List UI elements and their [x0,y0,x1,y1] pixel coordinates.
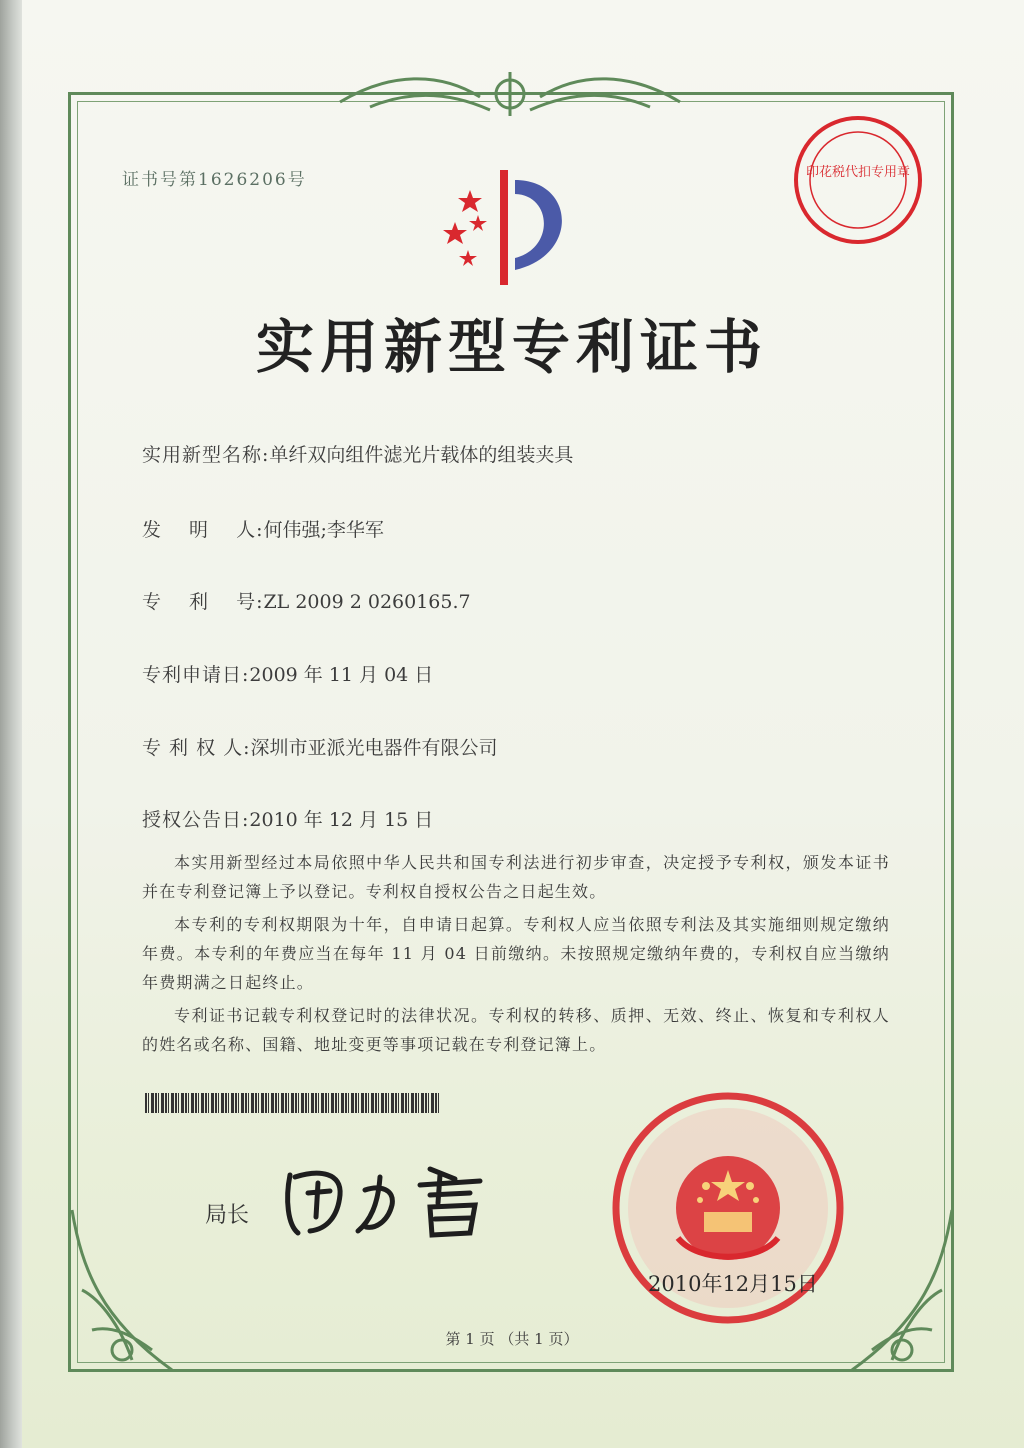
field-label: 专 利 权 人: [142,737,251,759]
certificate-number: 证书号第1626206号 [122,170,307,190]
director-label: 局长 [205,1203,250,1228]
body-paragraph: 专利证书记载专利权登记时的法律状况。专利权的转移、质押、无效、终止、恢复和专利权人的姓名或名称、国籍、地址变更等事项记载在专利登记簿上。 [142,1006,890,1054]
field-value: 单纤双向组件滤光片载体的组装夹具 [269,444,574,466]
field-row [142,805,433,832]
seal-date: 2010年12月15日 [648,1272,818,1296]
barcode [145,1093,441,1113]
bottom-left-ornament-icon [62,1200,202,1380]
field-row [142,515,384,542]
certificate-body-text [142,848,890,1063]
field-label: 实用新型名称: [142,444,270,466]
field-label: 授权公告日: [142,809,250,831]
page-footer: 第 1 页 （共 1 页） [445,1330,579,1348]
page-title: 实用新型专利证书 [255,313,768,381]
field-row [142,440,573,467]
field-value: 2009 年 11 月 04 日 [249,664,434,686]
field-value: ZL 2009 2 0260165.7 [263,591,471,613]
body-paragraph: 本专利的专利权期限为十年，自申请日起算。专利权人应当依照专利法及其实施细则规定缴纳年费。本专利的年费应当在每年 11 月 04 日前缴纳。未按照规定缴纳年费的，专利权自应当缴纳年费期满之日起终止。 [142,915,890,992]
field-value: 2010 年 12 月 15 日 [249,809,434,831]
tax-stamp-icon [788,110,928,250]
tax-stamp-center-text: 印花税代扣专用章 [805,165,911,180]
body-paragraph: 本实用新型经过本局依照中华人民共和国专利法进行初步审查，决定授予专利权，颁发本证书并在专利登记簿上予以登记。专利权自授权公告之日起生效。 [142,853,890,901]
field-row [142,660,433,687]
field-label: 专利申请日: [142,664,250,686]
field-label: 专 利 号: [142,591,264,613]
sipo-logo-icon [430,160,580,290]
field-label: 发 明 人: [142,519,264,541]
top-ornament-icon [330,62,690,122]
field-row [142,733,498,760]
book-spine-shadow [0,0,22,1448]
field-value: 深圳市亚派光电器件有限公司 [250,737,498,759]
field-value: 何伟强;李华军 [263,519,384,541]
signature-icon [280,1155,510,1245]
field-row [142,587,471,614]
